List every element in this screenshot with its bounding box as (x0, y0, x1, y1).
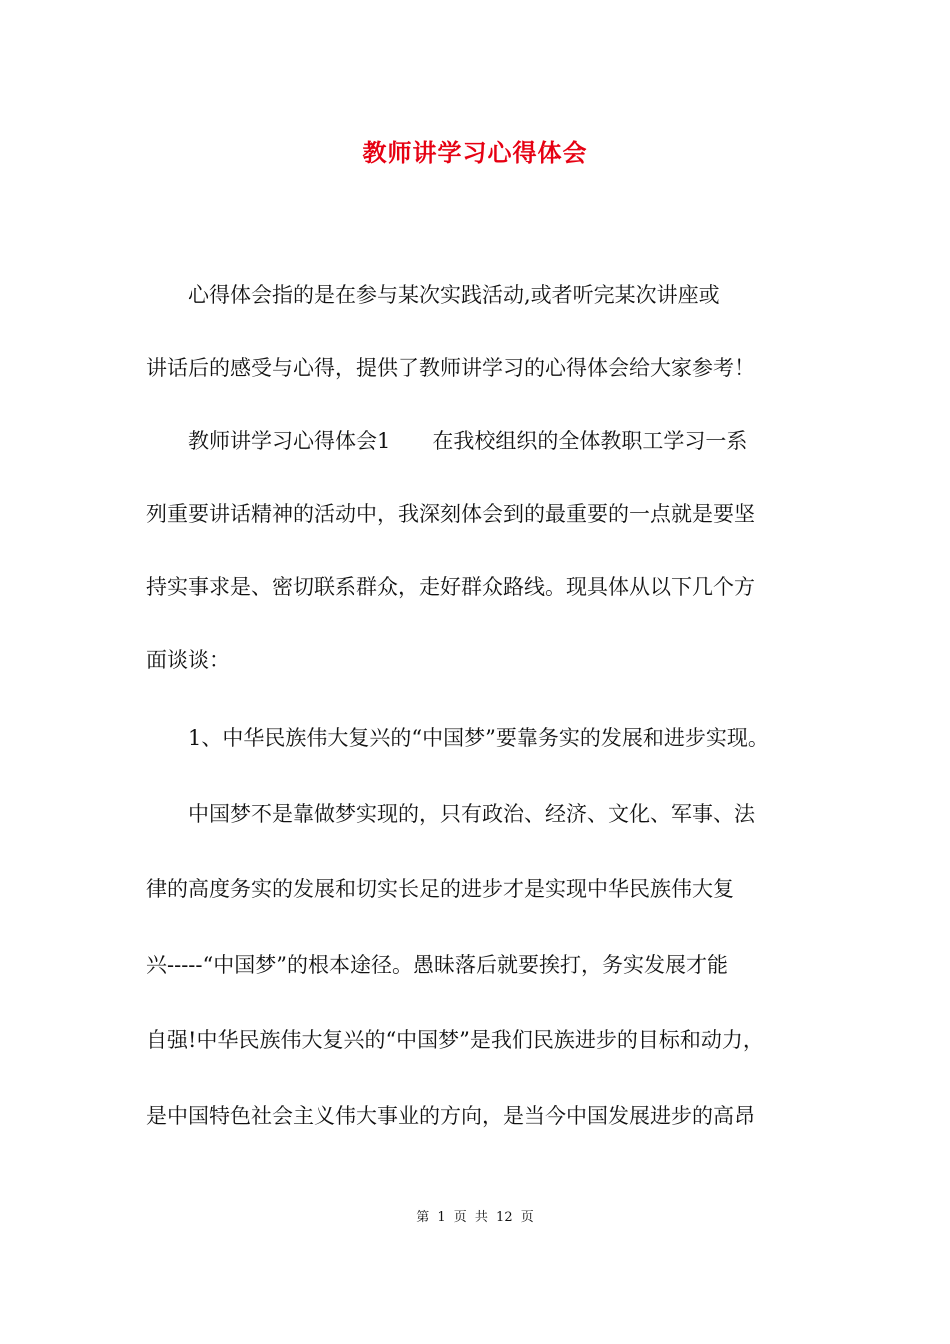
body-line: 自强!中华民族伟大复兴的“中国梦”是我们民族进步的目标和动力， (146, 1028, 764, 1052)
body-line: 持实事求是、密切联系群众，走好群众路线。现具体从以下几个方 (146, 575, 755, 599)
body-line: 心得体会指的是在参与某次实践活动,或者听完某次讲座或 (146, 283, 720, 307)
body-line: 中国梦不是靠做梦实现的，只有政治、经济、文化、军事、法 (146, 802, 755, 826)
body-line: 兴-----“中国梦”的根本途径。愚昧落后就要挨打，务实发展才能 (146, 953, 728, 977)
body-line: 教师讲学习心得体会1 在我校组织的全体教职工学习一系 (146, 429, 748, 453)
page-number: 第 1 页 共 12 页 (416, 1210, 534, 1225)
body-line: 是中国特色社会主义伟大事业的方向，是当今中国发展进步的高昂 (146, 1104, 755, 1128)
document-title: 教师讲学习心得体会 (362, 138, 588, 167)
body-line: 面谈谈： (146, 648, 230, 672)
body-line: 1、中华民族伟大复兴的“中国梦”要靠务实的发展和进步实现。 (146, 726, 769, 750)
body-line: 讲话后的感受与心得，提供了教师讲学习的心得体会给大家参考！ (146, 356, 755, 380)
body-line: 律的高度务实的发展和切实长足的进步才是实现中华民族伟大复 (146, 877, 734, 901)
body-line: 列重要讲话精神的活动中，我深刻体会到的最重要的一点就是要坚 (146, 502, 755, 526)
